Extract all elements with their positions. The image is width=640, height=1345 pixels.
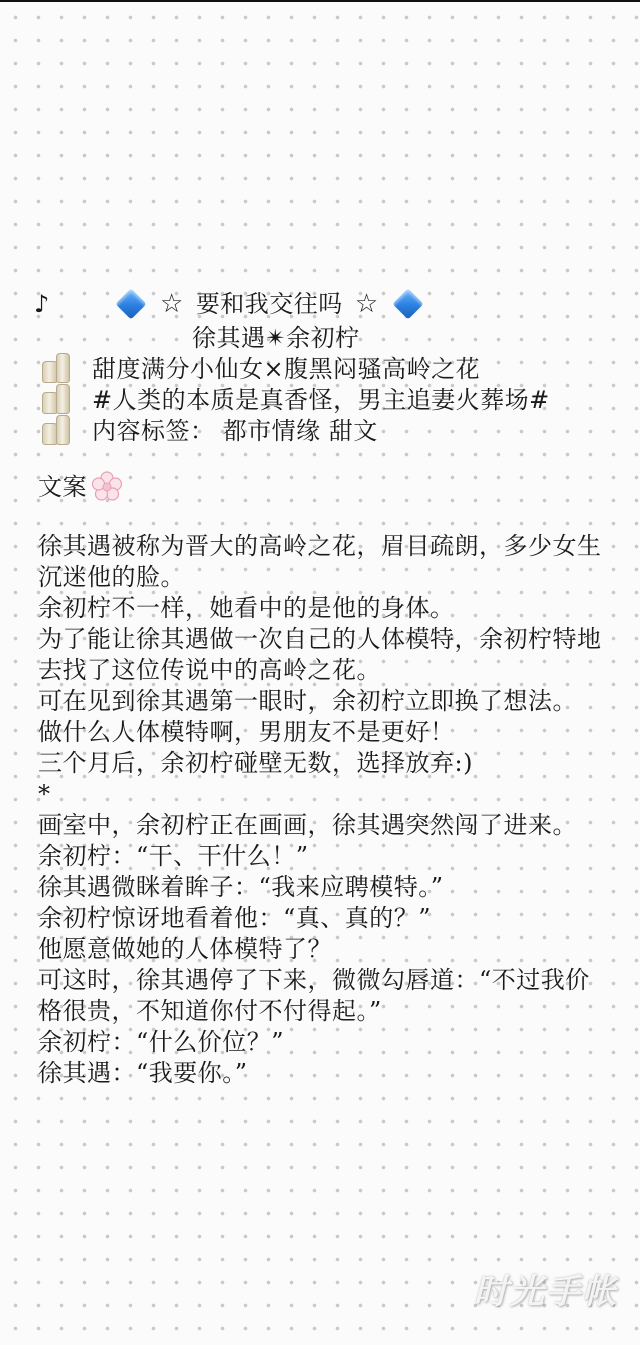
tag-text: 内容标签： 都市情缘 甜文 bbox=[92, 417, 378, 445]
star-icon: ☆ bbox=[354, 289, 379, 319]
tag-line bbox=[38, 385, 608, 416]
top-border bbox=[0, 0, 640, 2]
paragraph: 三个月后，余初柠碰壁无数，选择放弃:) bbox=[38, 749, 473, 777]
flower-icon bbox=[91, 471, 123, 503]
paragraph: 做什么人体模特啊，男朋友不是更好！ bbox=[38, 718, 455, 746]
watermark-logo: 时光手帐 bbox=[474, 1272, 618, 1312]
music-note-icon: ♪ bbox=[34, 290, 50, 318]
tag-text: #人类的本质是真香怪，男主追妻火葬场# bbox=[92, 386, 550, 414]
dialogue: 余初柠惊讶地看着他：“真、真的？” bbox=[38, 904, 432, 932]
title-line bbox=[34, 286, 608, 322]
milk-bottle-icon bbox=[38, 385, 78, 416]
blue-diamond-icon bbox=[115, 288, 146, 319]
paragraph: 徐其遇被称为晋大的高岭之花，眉目疏朗，多少女生沉迷他的脸。 bbox=[38, 532, 602, 591]
document-body bbox=[34, 286, 608, 1089]
tag-text: 甜度满分小仙女×腹黑闷骚高岭之花 bbox=[92, 355, 481, 383]
star-icon: ☆ bbox=[160, 289, 184, 319]
milk-bottle-icon bbox=[38, 354, 78, 385]
dialogue: 余初柠：“干、干什么！” bbox=[38, 842, 309, 870]
page-title: 要和我交往吗 bbox=[195, 290, 343, 318]
milk-bottle-icon bbox=[38, 416, 78, 447]
paragraph: 可在见到徐其遇第一眼时，余初柠立即换了想法。 bbox=[38, 687, 577, 715]
paragraph: 余初柠不一样，她看中的是他的身体。 bbox=[38, 594, 455, 622]
blue-diamond-icon bbox=[392, 288, 423, 319]
paragraph: 画室中，余初柠正在画画，徐其遇突然闯了进来。 bbox=[38, 811, 577, 839]
paragraph: 为了能让徐其遇做一次自己的人体模特，余初柠特地去找了这位传说中的高岭之花。 bbox=[38, 625, 602, 684]
tag-line bbox=[38, 354, 608, 385]
dialogue: 徐其遇微眯着眸子：“我来应聘模特。” bbox=[38, 873, 444, 901]
paragraph: 可这时，徐其遇停了下来，微微勾唇道：“不过我价格很贵，不知道你付不付得起。” bbox=[38, 966, 590, 1025]
paragraph: 他愿意做她的人体模特了？ bbox=[38, 935, 332, 963]
scene-separator: * bbox=[38, 780, 51, 808]
section-label-row bbox=[38, 471, 608, 503]
section-label: 文案 bbox=[38, 472, 87, 501]
title-group bbox=[114, 286, 425, 322]
tag-line bbox=[38, 416, 608, 447]
dialogue: 徐其遇：“我要你。” bbox=[38, 1059, 248, 1087]
dialogue: 余初柠：“什么价位？” bbox=[38, 1028, 285, 1056]
couple-subtitle: 徐其遇✴余初柠 bbox=[192, 324, 360, 352]
